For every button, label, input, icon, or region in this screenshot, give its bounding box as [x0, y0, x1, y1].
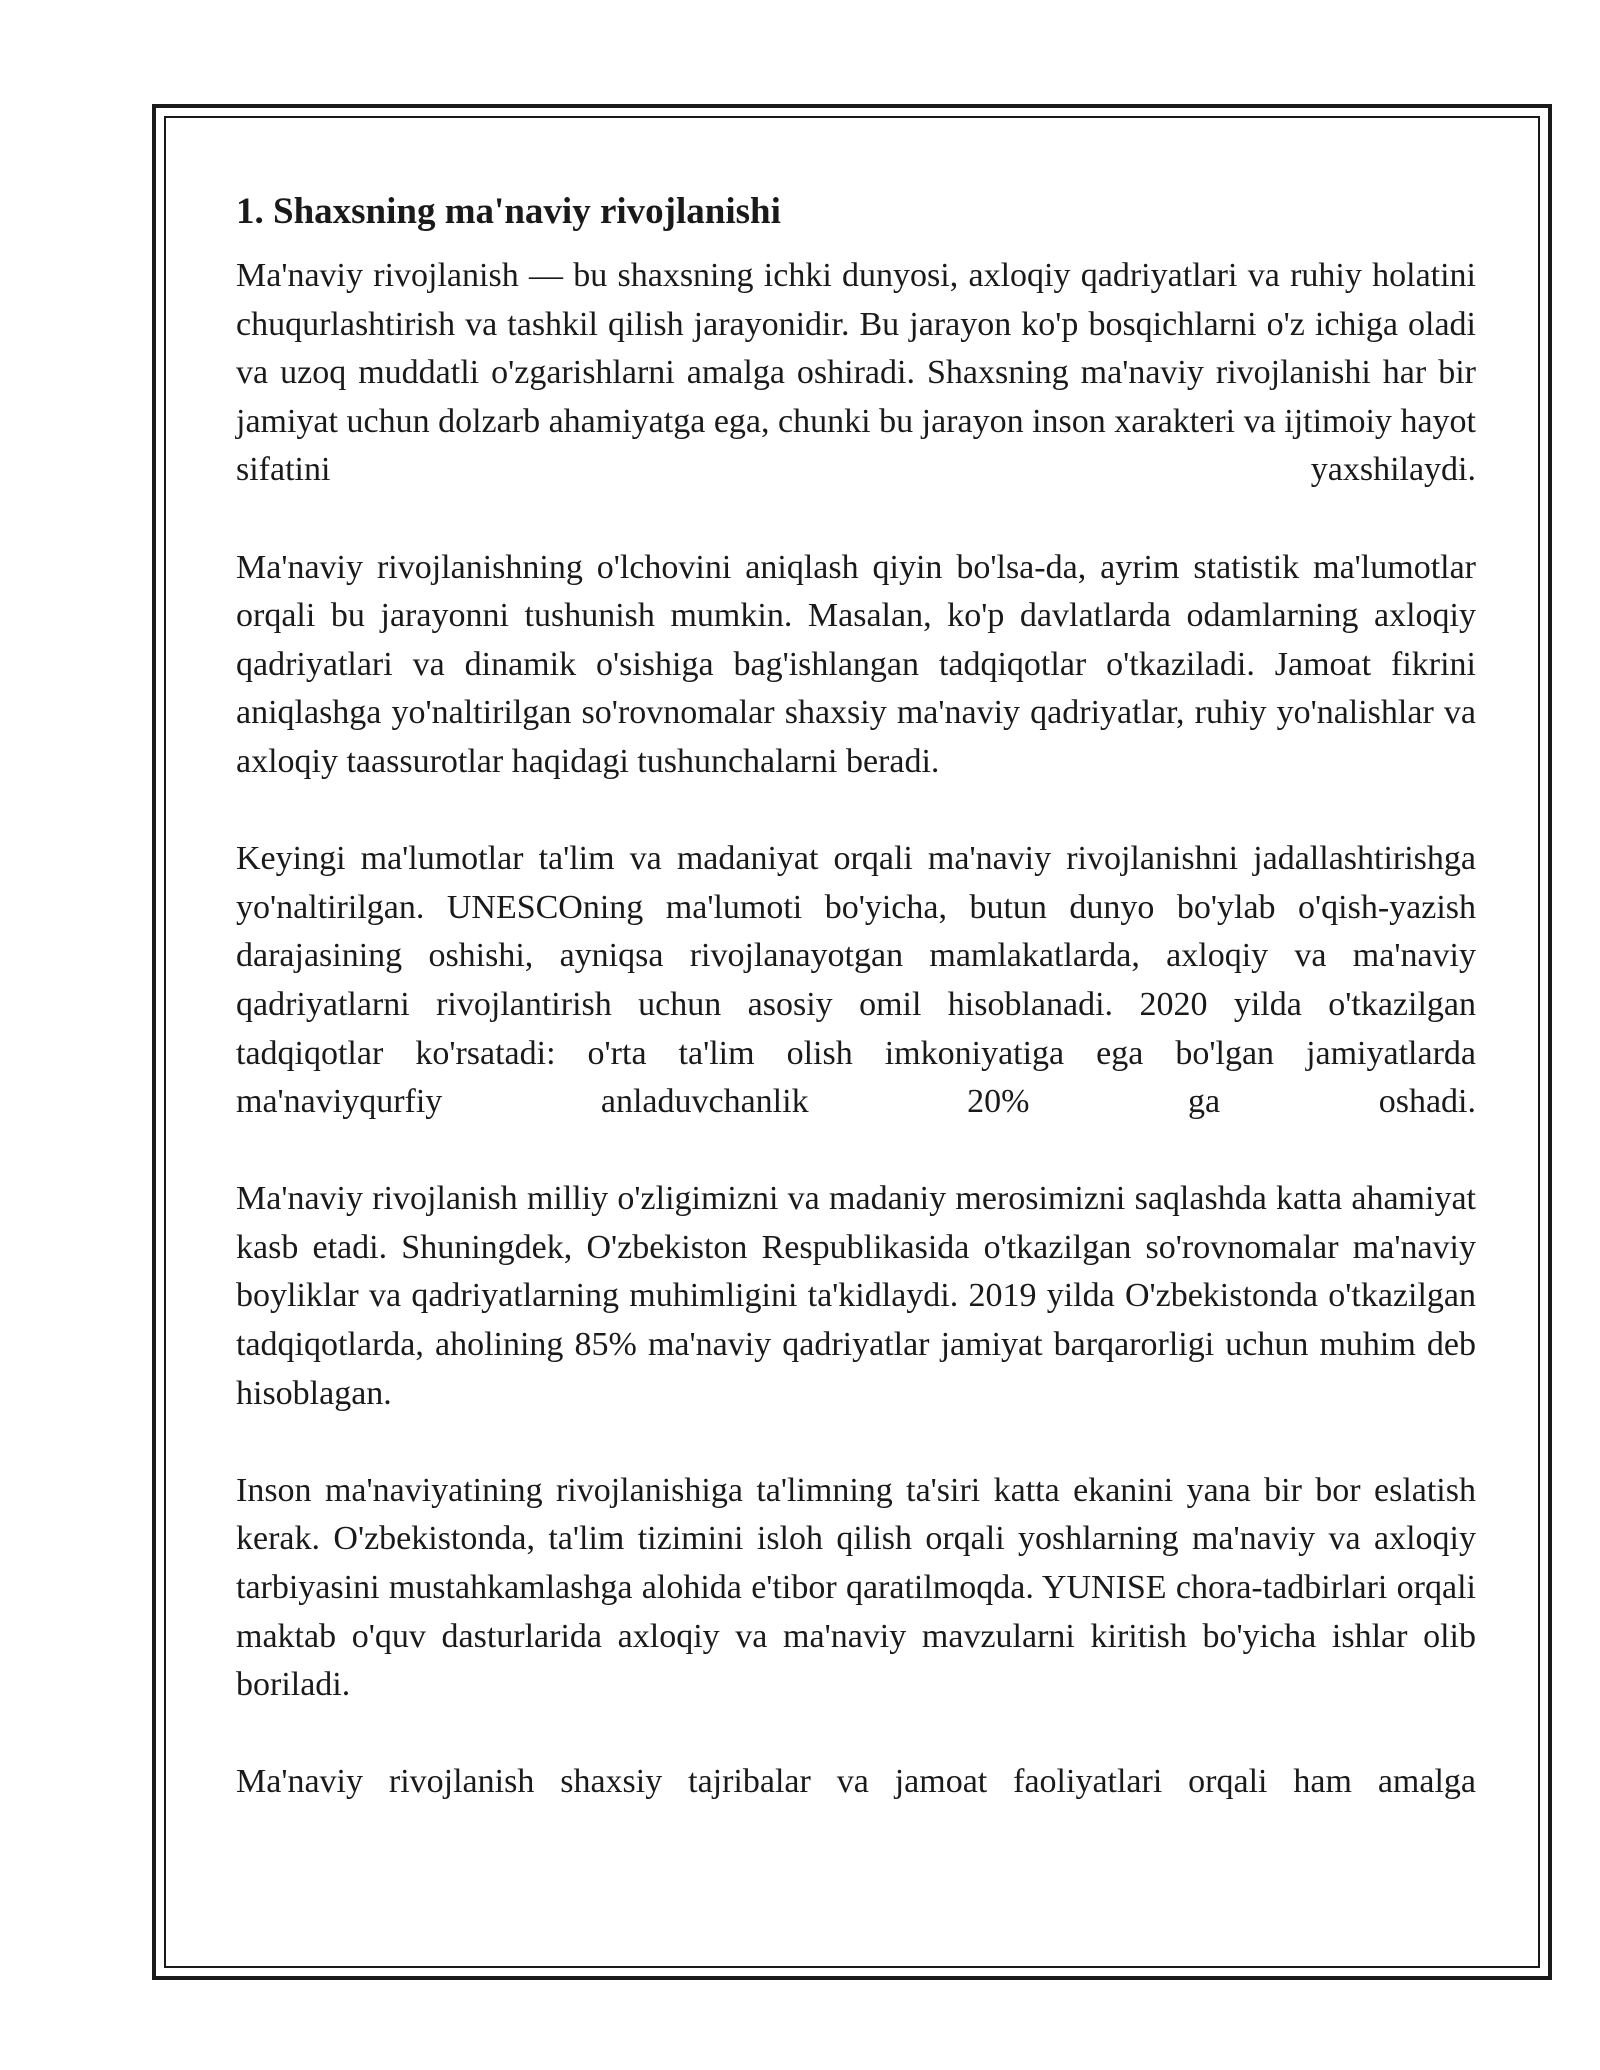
- paragraph-3: Keyingi ma'lumotlar ta'lim va madaniyat orqali ma'naviy rivojlanishni jadallashtirishga yo'naltirilgan. UNESCOning ma'lumoti bo'yicha, butun dunyo bo'ylab o'qish-yazish darajasining oshishi, ayniqsa rivojlanayotgan mamlakatlarda, axloqiy va ma'naviy qadriyatlarni rivojlantirish uchun asosiy omil hisoblanadi. 2020 yilda o'tkazilgan tadqiqotlar ko'rsatadi: o'rta ta'lim olish imkoniyatiga ega bo'lgan jamiyatlarda ma'naviyqurfiy anladuvchanlik 20% ga oshadi.: [236, 840, 1476, 1121]
- paragraph-1: Ma'naviy rivojlanish — bu shaxsning ichki dunyosi, axloqiy qadriyatlari va ruhiy holatini chuqurlashtirish va tashkil qilish jarayonidir. Bu jarayon ko'p bosqichlarni o'z ichiga oladi va uzoq muddatli o'zgarishlarni amalga oshiradi. Shaxsning ma'naviy rivojlanishi har bir jamiyat uchun dolzarb ahamiyatga ega, chunki bu jarayon inson xarakteri va ijtimoiy hayot sifatini yaxshilaydi.: [236, 257, 1476, 489]
- paragraph-2: Ma'naviy rivojlanishning o'lchovini aniqlash qiyin bo'lsa-da, ayrim statistik ma'lumotlar orqali bu jarayonni tushunish mumkin. Masalan, ko'p davlatlarda odamlarning axloqiy qadriyatlari va dinamik o'sishiga bag'ishlangan tadqiqotlar o'tkaziladi. Jamoat fikrini aniqlashga yo'naltirilgan so'rovnomalar shaxsiy ma'naviy qadriyatlar, ruhiy yo'nalishlar va axloqiy taassurotlar haqidagi tushunchalarni beradi.: [236, 548, 1476, 780]
- paragraph-5: Inson ma'naviyatining rivojlanishiga ta'limning ta'siri katta ekanini yana bir bor eslatish kerak. O'zbekistonda, ta'lim tizimini isloh qilish orqali yoshlarning ma'naviy va axloqiy tarbiyasini mustahkamlashga alohida e'tibor qaratilmoqda. YUNISE chora-tadbirlari orqali maktab o'quv dasturlarida axloqiy va ma'naviy mavzularni kiritish bo'yicha ishlar olib boriladi.: [236, 1471, 1476, 1704]
- paragraph-6: Ma'naviy rivojlanish shaxsiy tajribalar va jamoat faoliyatlari orqali ham amalga: [236, 1763, 1476, 1801]
- section-heading: 1. Shaxsning ma'naviy rivojlanishi: [236, 191, 781, 232]
- document-body: [236, 190, 1476, 1856]
- paragraph-4: Ma'naviy rivojlanish milliy o'zligimizni va madaniy merosimizni saqlashda katta ahamiyat kasb etadi. Shuningdek, O'zbekiston Respublikasida o'tkazilgan so'rovnomalar ma'naviy boyliklar va qadriyatlarning muhimligini ta'kidlaydi. 2019 yilda O'zbekistonda o'tkazilgan tadqiqotlarda, aholining 85% ma'naviy qadriyatlar jamiyat barqarorligi uchun muhim deb hisoblagan.: [236, 1180, 1476, 1412]
